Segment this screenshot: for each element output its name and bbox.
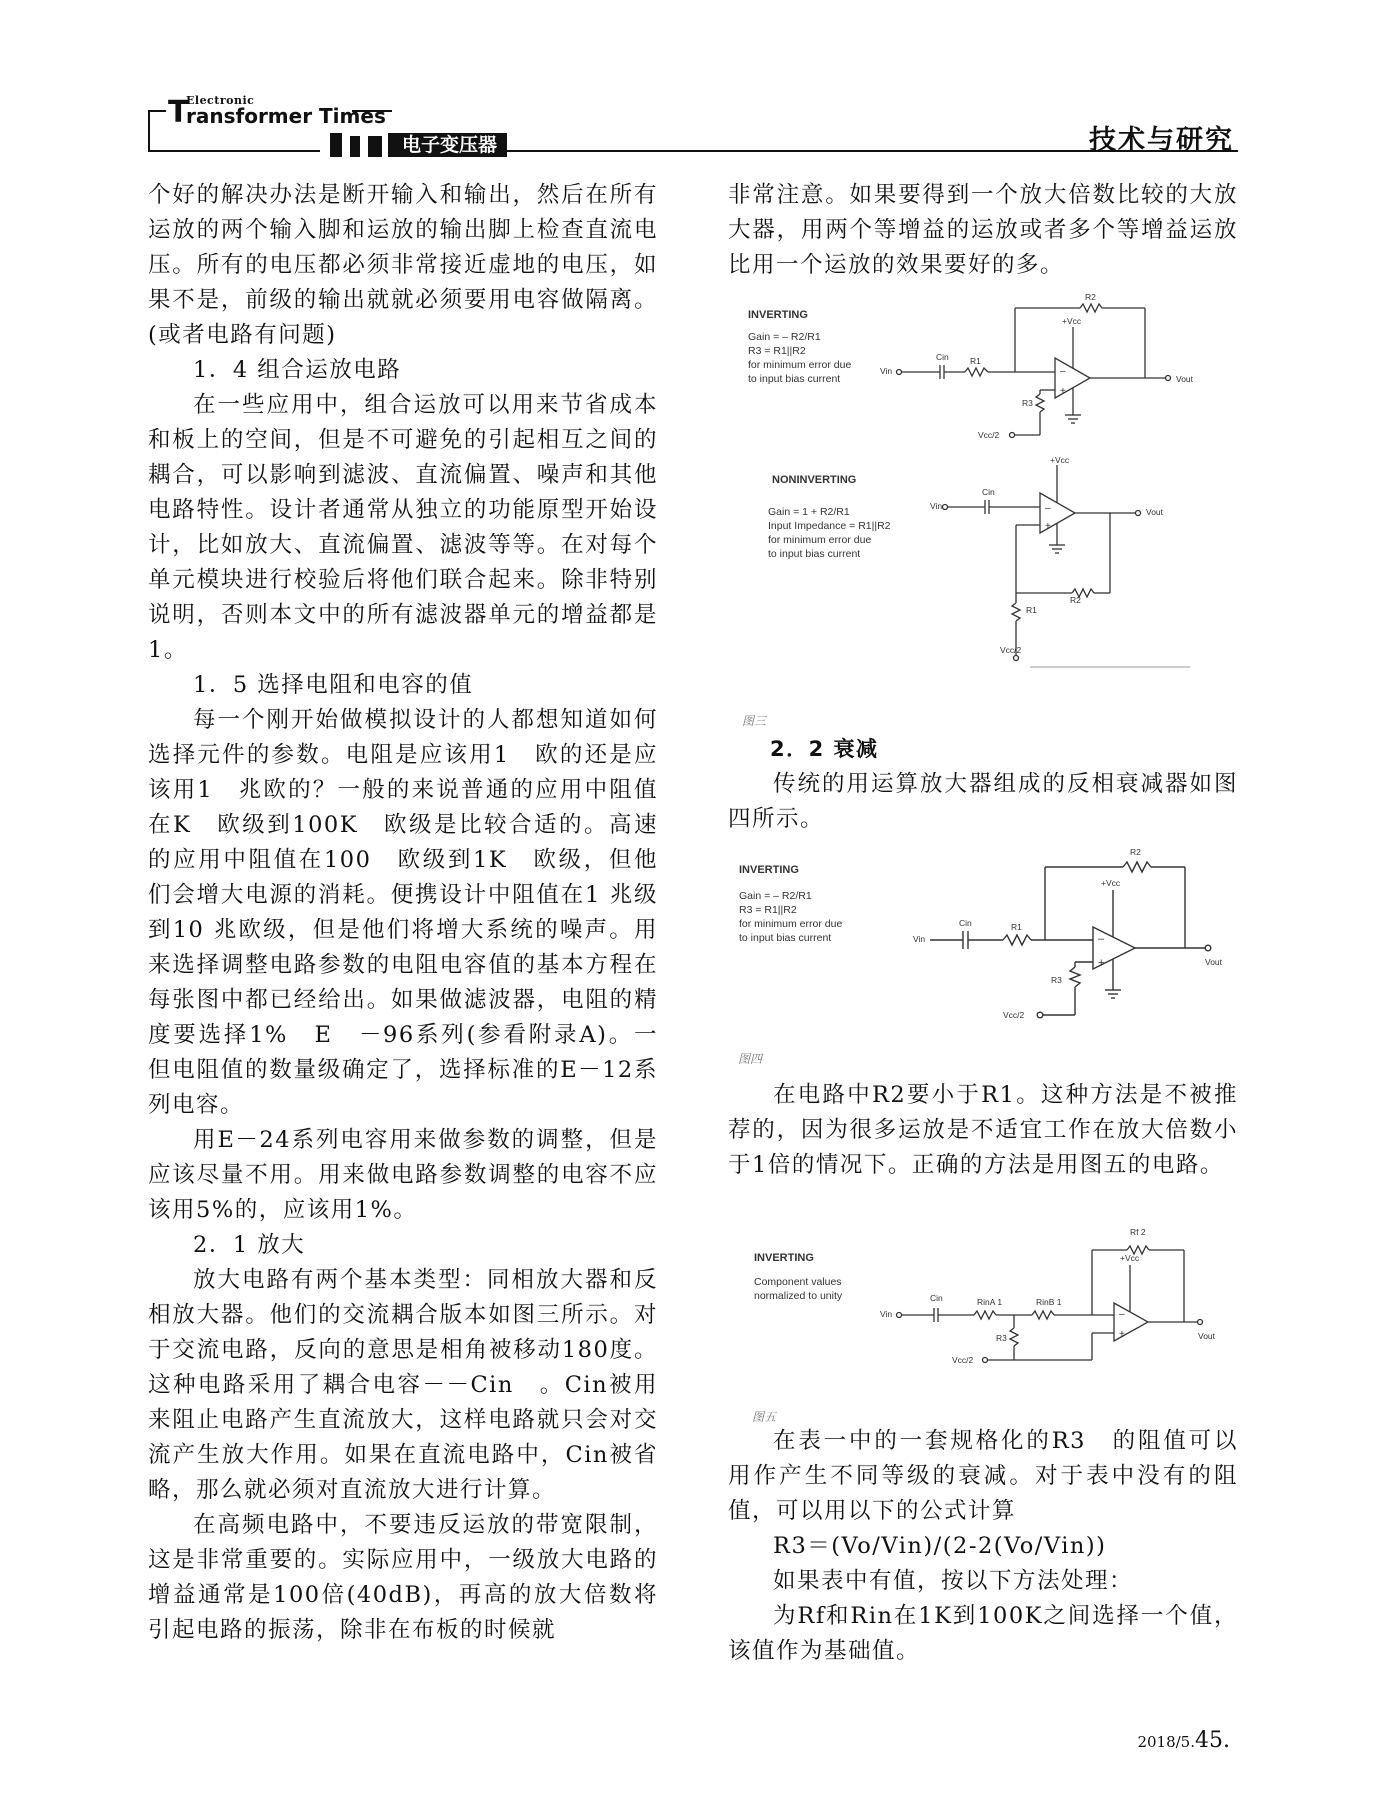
- label-vout: Vout: [1198, 1331, 1216, 1341]
- paragraph: 放大电路有两个基本类型：同相放大器和反相放大器。他们的交流耦合版本如图三所示。对于交流电路，反向的意思是相角被移动180度。这种电路采用了耦合电容－－Cin 。Cin被用来阻止电路产生直流放大，这样电路就只会对交流产生放大作用。如果在直流电路中，Cin被省略，那么就必须对直流放大进行计算。: [148, 1267, 658, 1503]
- paragraph: 个好的解决办法是断开输入和输出，然后在所有运放的两个输入脚和运放的输出脚上检查直流电压。所有的电压都必须非常接近虚地的电压，如果不是，前级的输出就就必须要用电容做隔离。(或者电路有问题): [148, 182, 658, 348]
- section-heading-1-5: 1．5 选择电阻和电容的值: [193, 672, 474, 698]
- paragraph: 在一些应用中，组合运放可以用来节省成本和板上的空间，但是不可避免的引起相互之间的耦合，可以影响到滤波、直流偏置、噪声和其他电路特性。设计者通常从独立的功能原型开始设计，比如放大、直流偏置、滤波等等。在对每个单元模块进行校验后将他们联合起来。除非特别说明，否则本文中的所有滤波器单元的增益都是 1。: [148, 392, 658, 663]
- label-vcc-half: Vcc/2: [1003, 1010, 1025, 1020]
- svg-text:–: –: [1060, 366, 1066, 377]
- header-block-1: [330, 133, 342, 157]
- paragraph: 非常注意。如果要得到一个放大倍数比较的大放大器，用两个等增益的运放或者多个等增益运放比用一个运放的效果要好的多。: [728, 182, 1238, 278]
- label-r1: R1: [970, 356, 981, 366]
- figure-title: INVERTING: [754, 1252, 814, 1264]
- label-vout: Vout: [1176, 374, 1194, 384]
- figure-3-noninverting: [760, 455, 1200, 670]
- right-column-middle: [728, 1078, 1238, 1183]
- figure-description: Component values normalized to unity: [754, 1276, 843, 1302]
- label-r2: R2: [1130, 847, 1141, 857]
- figure-4-inverting: [735, 845, 1223, 1025]
- svg-text:+: +: [1045, 521, 1051, 532]
- figure-title: NONINVERTING: [772, 474, 857, 486]
- left-column: [148, 178, 658, 1648]
- formula: R3＝(Vo/Vin)/(2-2(Vo/Vin)): [773, 1533, 1107, 1559]
- figure-equations: Gain = 1 + R2/R1 Input Impedance = R1||R2 for minimum error due to input bias current: [768, 506, 891, 560]
- label-rin-b: RinB 1: [1036, 1297, 1062, 1307]
- paragraph: 在高频电路中，不要违反运放的带宽限制，这是非常重要的。实际应用中，一级放大电路的增益通常是100倍(40dB)，再高的放大倍数将引起电路的振荡，除非在布板的时候就: [148, 1512, 658, 1643]
- figure-title: INVERTING: [739, 864, 799, 876]
- logo-initial: T: [168, 95, 189, 130]
- label-cin: Cin: [936, 352, 949, 362]
- svg-text:+: +: [1098, 957, 1105, 969]
- label-vout: Vout: [1146, 507, 1164, 517]
- svg-text:–: –: [1098, 933, 1105, 945]
- paragraph: 为Rf和Rin在1K到100K之间选择一个值，该值作为基础值。: [728, 1603, 1238, 1664]
- page-number-value: 45.: [1195, 1728, 1230, 1753]
- header-rule-left-vertical: [148, 110, 150, 152]
- svg-text:+: +: [1119, 1329, 1125, 1340]
- label-r3: R3: [1022, 398, 1033, 408]
- label-rf: Rf 2: [1130, 1227, 1146, 1237]
- label-vin: Vin: [930, 501, 943, 511]
- logo-title: ransformer Times: [186, 104, 386, 128]
- figure-equations: Gain = – R2/R1 R3 = R1||R2 for minimum error due to input bias current: [739, 890, 843, 944]
- label-cin: Cin: [959, 918, 972, 928]
- label-vcc: +Vcc: [1120, 1253, 1140, 1263]
- section-heading-2-2: 2．2 衰减: [770, 737, 879, 761]
- label-r1: R1: [1026, 605, 1037, 615]
- label-vout: Vout: [1205, 957, 1223, 967]
- figure-equations: Gain = – R2/R1 R3 = R1||R2 for minimum error due to input bias current: [748, 331, 852, 385]
- paragraph: 在表一中的一套规格化的R3 的阻值可以用作产生不同等级的衰减。对于表中没有的阻值，可以用以下的公式计算: [728, 1428, 1238, 1524]
- label-r1: R1: [1011, 922, 1022, 932]
- paragraph: 传统的用运算放大器组成的反相衰减器如图四所示。: [728, 771, 1238, 832]
- figure-5-caption: 图五: [752, 1410, 777, 1424]
- label-vin: Vin: [880, 1309, 893, 1319]
- svg-text:–: –: [1119, 1309, 1125, 1320]
- figure-3-inverting: [740, 290, 1194, 440]
- label-vin: Vin: [880, 366, 893, 376]
- figure-4-caption: 图四: [738, 1052, 763, 1066]
- label-r2: R2: [1085, 292, 1096, 302]
- label-cin: Cin: [930, 1293, 943, 1303]
- right-column-section-2-2: [728, 732, 1238, 837]
- issue-date: 2018/5.: [1137, 1733, 1195, 1751]
- label-cin: Cin: [982, 487, 995, 497]
- paragraph: 每一个刚开始做模拟设计的人都想知道如何选择元件的参数。电阻是应该用1 欧的还是应该用1 兆欧的？一般的来说普通的应用中阻值在K 欧级到100K 欧级是比较合适的。高速的应用中阻值在100 欧级到1K 欧级，但他们会增大电源的消耗。便携设计中阻值在1 兆级到10 兆欧级，但是他们将增大系统的噪声。用来选择调整电路参数的电阻电容值的基本方程在每张图中都已经给出。如果做滤波器，电阻的精度要选择1% E －96系列(参看附录A)。一但电阻值的数量级确定了，选择标准的E－12系列电容。: [148, 707, 658, 1118]
- figure-3-caption: 图三: [742, 714, 767, 728]
- header-block-3: [368, 136, 382, 157]
- label-vcc-half: Vcc/2: [1000, 645, 1022, 655]
- paragraph: 如果表中有值，按以下方法处理：: [773, 1568, 1134, 1594]
- header-rule-left-top: [148, 110, 166, 112]
- paragraph: 在电路中R2要小于R1。这种方法是不被推荐的，因为很多运放是不适宜工作在放大倍数小于1倍的情况下。正确的方法是用图五的电路。: [728, 1082, 1238, 1178]
- section-title: 技术与研究: [1089, 125, 1234, 156]
- label-rin-a: RinA 1: [977, 1297, 1003, 1307]
- label-r3: R3: [996, 1333, 1007, 1343]
- label-vcc: +Vcc: [1101, 878, 1121, 888]
- label-vcc-half: Vcc/2: [978, 430, 1000, 440]
- svg-text:+: +: [1060, 386, 1066, 397]
- label-vcc-half: Vcc/2: [952, 1355, 974, 1365]
- label-vin: Vin: [913, 934, 926, 944]
- header-block-2: [350, 136, 360, 157]
- page-number: [1137, 1728, 1230, 1753]
- figure-title: INVERTING: [748, 309, 808, 321]
- right-column-top: [728, 178, 1238, 283]
- label-vcc: +Vcc: [1050, 455, 1070, 465]
- section-heading-1-4: 1．4 组合运放电路: [193, 357, 402, 383]
- paragraph: 用E－24系列电容用来做参数的调整，但是应该尽量不用。用来做电路参数调整的电容不应该用5%的，应该用1%。: [148, 1127, 658, 1223]
- label-r2: R2: [1070, 595, 1081, 605]
- logo-chinese: 电子变压器: [388, 133, 507, 157]
- label-vcc: +Vcc: [1062, 316, 1082, 326]
- figure-5-inverting: [752, 1225, 1216, 1385]
- right-column-bottom: [728, 1424, 1238, 1669]
- circuit-diagram-noninverting: [760, 455, 1200, 670]
- section-heading-2-1: 2．1 放大: [193, 1232, 306, 1258]
- logo-electronic: Electronic: [186, 94, 255, 107]
- label-r3: R3: [1051, 975, 1062, 985]
- header-rule-bottom-left: [148, 150, 320, 152]
- svg-text:–: –: [1045, 503, 1051, 514]
